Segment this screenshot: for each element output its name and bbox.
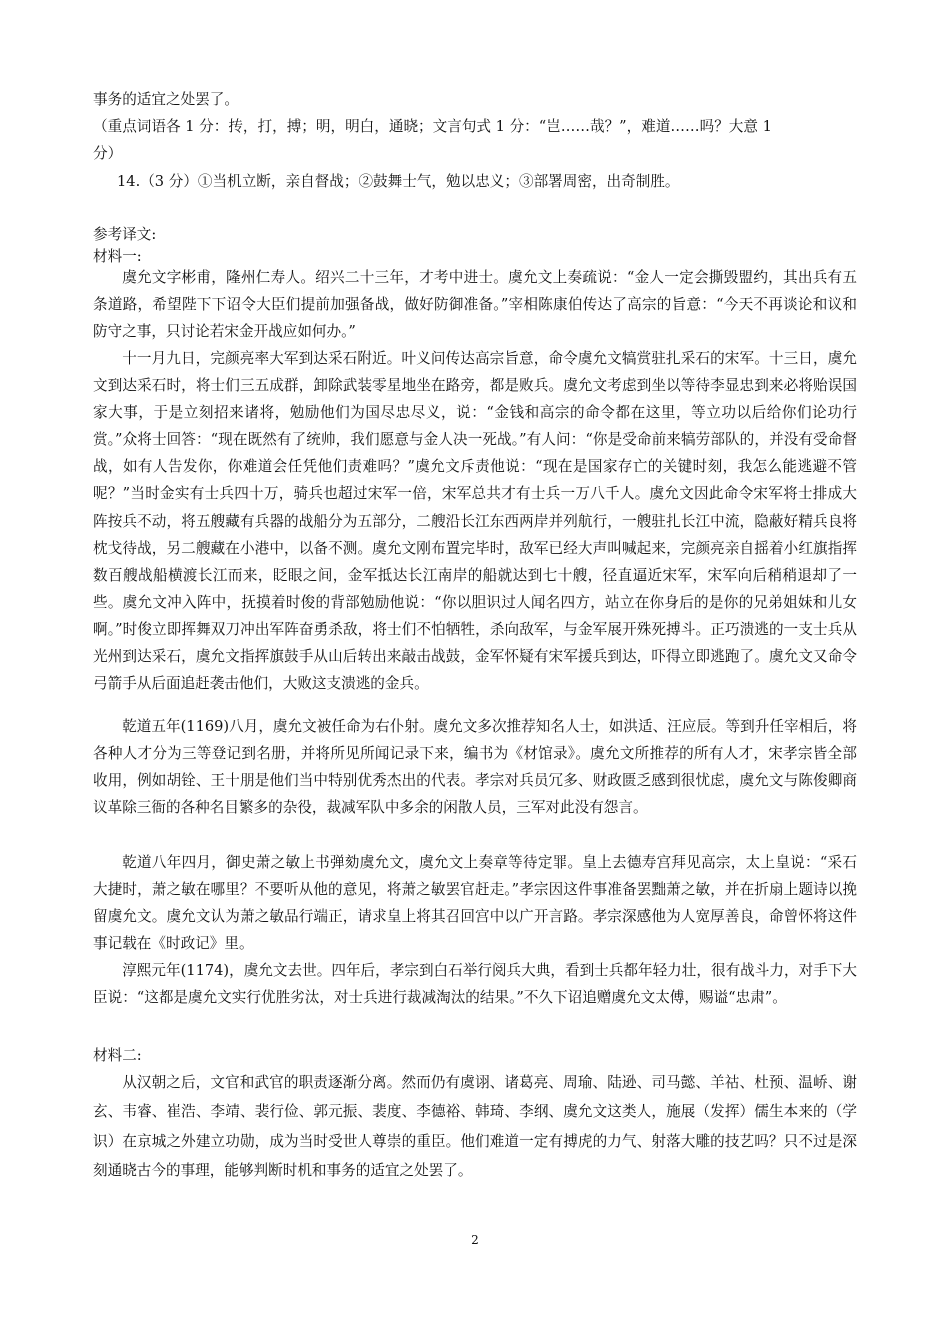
- material1-paragraph-2: 十一月九日，完颜亮率大军到达采石附近。叶义问传达高宗旨意，命令虞允文犒赏驻扎采石的宋军。十三日，虞允文到达采石时，将士们三五成群，卸除武装零星地坐在路旁，都是败兵。虞允文考虑到坐以等待李显忠到来必将贻误国家大事，于是立刻招来诸将，勉励他们为国尽忠尽义，说：“金钱和高宗的命令都在这里，等立功以后给你们论功行赏。”众将士回答：“现在既然有了统帅，我们愿意与金人决一死战。”有人问：“你是受命前来犒劳部队的，并没有受命督战，如有人告发你，你难道会任凭他们责难吗？”虞允文斥责他说：“现在是国家存亡的关键时刻，我怎么能逃避不管呢？”当时金实有士兵四十万，骑兵也超过宋军一倍，宋军总共才有士兵一万八千人。虞允文因此命令宋军将士排成大阵按兵不动，将五艘藏有兵器的战船分为五部分，二艘沿长江东西两岸并列航行，一艘驻扎长江中流，隐蔽好精兵良将枕戈待战，另二艘藏在小港中，以备不测。虞允文刚布置完毕时，敌军已经大声叫喊起来，完颜亮亲自摇着小红旗指挥数百艘战船横渡长江而来，眨眼之间，金军抵达长江南岸的船就达到七十艘，径直逼近宋军，宋军向后稍稍退却了一些。虞允文冲入阵中，抚摸着时俊的背部勉励他说：“你以胆识过人闻名四方，站立在你身后的是你的兄弟姐妹和儿女啊。”时俊立即挥舞双刀冲出军阵奋勇杀敌，将士们不怕牺牲，杀向敌军，与金军展开殊死搏斗。正巧溃逃的一支士兵从光州到达采石，虞允文指挥旗鼓手从山后转出来敲击战鼓，金军怀疑有宋军援兵到达，吓得立即逃跑了。虞允文又命令弓箭手从后面追赶袭击他们，大败这支溃逃的金兵。: [93, 350, 857, 693]
- material2-paragraph: 从汉朝之后，文官和武官的职责逐渐分离。然而仍有虞诩、诸葛亮、周瑜、陆逊、司马懿、羊祜、杜预、温峤、谢玄、韦睿、崔浩、李靖、裴行俭、郭元振、裴度、李德裕、韩琦、李纲、虞允文这类人，施展（发挥）儒生本来的（学识）在京城之外建立功勋，成为当时受世人尊崇的重臣。他们难道一定有搏虎的力气、射落大雕的技艺吗？只不过是深刻通晓古今的事理，能够判断时机和事务的适宜之处罢了。: [93, 1074, 857, 1179]
- material2-label: 材料二:: [93, 1047, 142, 1064]
- answer-tail-line: 事务的适宜之处罢了。: [93, 91, 239, 108]
- scoring-note-line-1: （重点词语各 1 分：抟，打，搏；明，明白，通晓；文言句式 1 分：“岂……哉？”，难道……吗？大意 1: [93, 118, 772, 135]
- question-14-answer: 14.（3 分）①当机立断，亲自督战；②鼓舞士气，勉以忠义；③部署周密，出奇制胜。: [117, 173, 680, 190]
- material1-paragraph-4: 乾道八年四月，御史萧之敏上书弹劾虞允文，虞允文上奏章等待定罪。皇上去德寿宫拜见高宗，太上皇说：“采石大捷时，萧之敏在哪里？不要听从他的意见，将萧之敏罢官赶走。”孝宗因这件事准备罢黜萧之敏，并在折扇上题诗以挽留虞允文。虞允文认为萧之敏品行端正，请求皇上将其召回宫中以广开言路。孝宗深感他为人宽厚善良，命曾怀将这件事记载在《时政记》里。: [93, 854, 857, 953]
- material1-paragraph-5: 淳熙元年(1174)，虞允文去世。四年后，孝宗到白石举行阅兵大典，看到士兵都年轻力壮，很有战斗力，对手下大臣说：“这都是虞允文实行优胜劣汰，对士兵进行裁减淘汰的结果。”不久下诏追赠虞允文太傅，赐谥“忠肃”。: [93, 962, 857, 1007]
- material1-paragraph-3: 乾道五年(1169)八月，虞允文被任命为右仆射。虞允文多次推荐知名人士，如洪适、汪应辰。等到升任宰相后，将各种人才分为三等登记到名册，并将所见所闻记录下来，编书为《材馆录》。虞允文所推荐的所有人才，宋孝宗皆全部收用，例如胡铨、王十朋是他们当中特别优秀杰出的代表。孝宗对兵员冗多、财政匮乏感到很忧虑，虞允文与陈俊卿商议革除三衙的各种名目繁多的杂役，裁减军队中多余的闲散人员，三军对此没有怨言。: [93, 718, 857, 817]
- material1-label: 材料一:: [93, 248, 142, 265]
- material1-paragraph-1: 虞允文字彬甫，隆州仁寿人。绍兴二十三年，才考中进士。虞允文上奏疏说：“金人一定会撕毁盟约，其出兵有五条道路，希望陛下下诏令大臣们提前加强备战，做好防御准备。”宰相陈康伯传达了高宗的旨意：“今天不再谈论和议和防守之事，只讨论若宋金开战应如何办。”: [93, 269, 857, 341]
- page-number: 2: [471, 1233, 479, 1247]
- translation-heading: 参考译文:: [93, 226, 157, 243]
- scoring-note-line-2: 分）: [93, 145, 123, 162]
